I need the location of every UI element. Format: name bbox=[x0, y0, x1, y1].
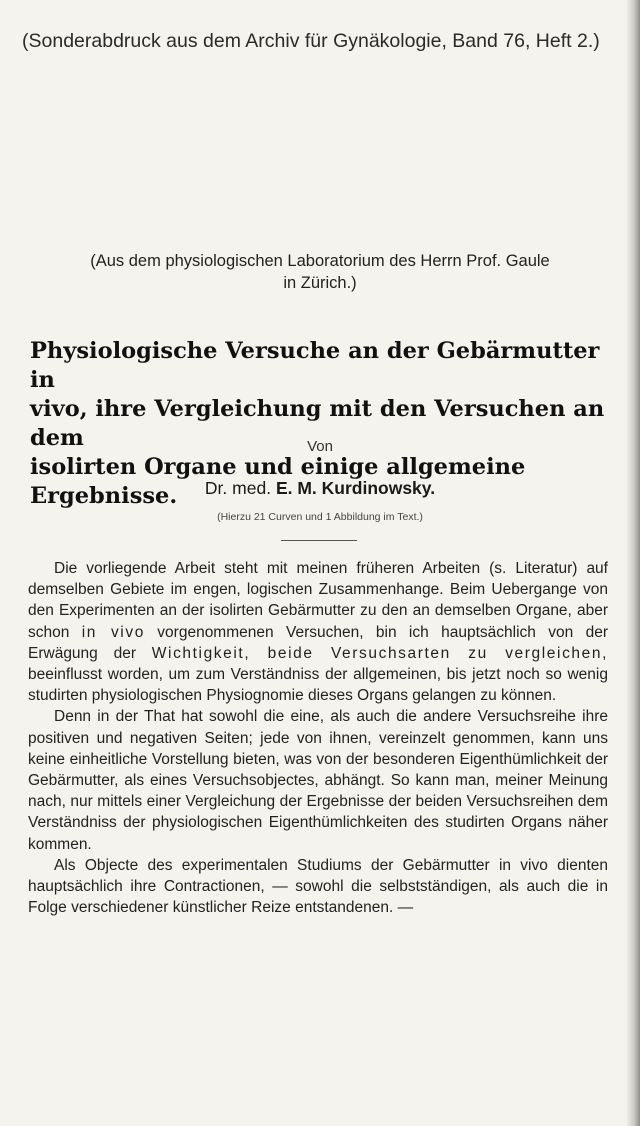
page-edge-shadow bbox=[626, 0, 640, 1126]
paragraph-1 bbox=[28, 558, 608, 706]
reprint-note: (Sonderabdruck aus dem Archiv für Gynäkologie, Band 76, Heft 2.) bbox=[22, 30, 600, 52]
author-line bbox=[0, 478, 640, 499]
figures-note: (Hierzu 21 Curven und 1 Abbildung im Text.) bbox=[217, 511, 423, 523]
title-line-3: isolirten Organe und einige allgemeine Ergebnisse. bbox=[30, 454, 526, 509]
paragraph-3: Als Objecte des experimentalen Studiums der Gebärmutter in vivo dienten hauptsächlich ihre Contractionen, — sowohl die selbstständigen, als auch die in Folge verschiedener künstlicher Reize entstandenen. — bbox=[28, 856, 608, 917]
paragraph-1-c: vorgenommenen Versuchen, bin ich hauptsächlich von der Erwägung der bbox=[28, 623, 609, 662]
paragraph-1-e: beeinflusst worden, um zum Verständniss der allgemeinen, bis jetzt noch so wenig studirten physiologischen Physiognomie dieses Organs gelangen zu können. bbox=[28, 666, 608, 705]
title-line-2: vivo, ihre Vergleichung mit den Versuchen an dem bbox=[30, 396, 605, 451]
separator-rule bbox=[281, 540, 357, 541]
institute-note bbox=[30, 250, 610, 294]
author-name: E. M. Kurdinowsky. bbox=[275, 478, 436, 498]
title-line-1: Physiologische Versuche an der Gebärmutter in bbox=[30, 338, 600, 393]
byline-von: Von bbox=[307, 438, 333, 455]
paragraph-1-a: Die vorliegende Arbeit steht mit meinen früheren Arbeiten (s. Literatur) auf demselben Gebiete im engen, logischen Zusammenhange. Beim Uebergange von den Experimenten an der isolirten Gebärmutter zu den an demselben Organe, aber schon bbox=[28, 560, 608, 641]
emphasis-wichtigkeit: Wichtigkeit, beide Versuchsarten zu vergleichen, bbox=[151, 644, 608, 662]
paragraph-2: Denn in der That hat sowohl die eine, als auch die andere Versuchsreihe ihre positiven und negativen Seiten; jede von ihnen, vereinzelt genommen, kann uns keine einheitliche Vorstellung bieten, was von der besonderen Eigenthümlichkeit der Gebärmutter, als eines Versuchsobjectes, abhängt. So kann man, meiner Meinung nach, nur mittels einer Vergleichung der Ergebnisse der beiden Versuchsreihen dem Verständniss der physiologischen Eigenthümlichkeiten des studirten Organs näher kommen. bbox=[28, 708, 608, 853]
institute-line-1: (Aus dem physiologischen Laboratorium des Herrn Prof. Gaule bbox=[90, 252, 550, 270]
author-prefix: Dr. med. bbox=[204, 478, 272, 498]
institute-line-2: in Zürich.) bbox=[283, 274, 357, 292]
body-text bbox=[28, 558, 608, 918]
emphasis-in-vivo: in vivo bbox=[81, 623, 145, 641]
